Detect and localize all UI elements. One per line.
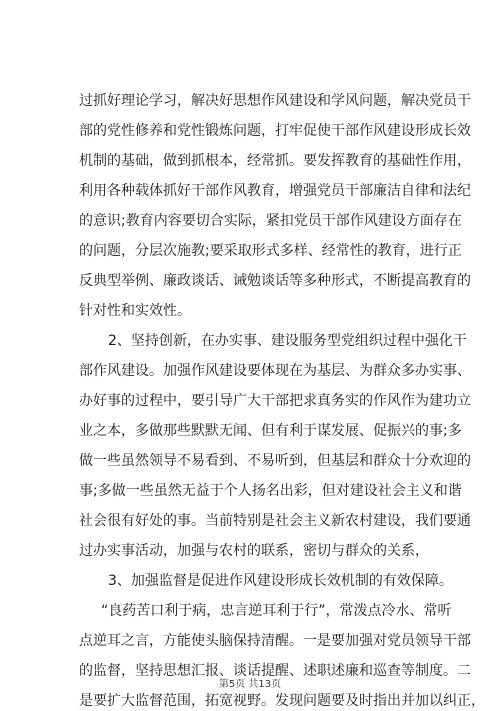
text-line: 针对性和实效性。: [79, 303, 191, 319]
text-line: 过办实事活动，加强与农村的联系，密切与群众的关系，: [79, 543, 429, 559]
text-line: 反典型举例、廉政谈话、诫勉谈话等多种形式，不断提高教育的: [79, 273, 471, 289]
page-number: 第5页 共13页: [218, 679, 282, 690]
text-line: 的监督，坚持思想汇报、谈话提醒、述职述廉和巡查等制度。二: [79, 663, 471, 679]
text-line: 部的党性修养和党性锻炼问题，打牢促使干部作风建设形成长效: [79, 123, 471, 139]
text-line: 机制的基础，做到抓根本，经常抓。要发挥教育的基础性作用，: [79, 153, 471, 169]
text-line: 做一些虽然领导不易看到、不易听到，但基层和群众十分欢迎的: [79, 453, 471, 469]
text-line: 是要扩大监督范围，拓宽视野。发现问题要及时指出并加以纠正，: [79, 693, 485, 709]
text-line: “良药苦口利于病，忠言逆耳利于行”，常泼点冷水、常听: [101, 603, 452, 619]
text-line: 的问题，分层次施教;要采取形式多样、经常性的教育，进行正: [79, 243, 462, 259]
text-line: 事;多做一些虽然无益于个人扬名出彩，但对建设社会主义和谐: [79, 483, 462, 499]
paragraph-heading: 3、加强监督是促进作风建设形成长效机制的有效保障。: [108, 573, 453, 589]
text-line: 的意识;教育内容要切合实际，紧扣党员干部作风建设方面存在: [79, 213, 462, 229]
text-line: 过抓好理论学习，解决好思想作风建设和学风问题，解决党员干: [79, 93, 471, 109]
text-line: 业之本，多做那些默默无闻、但有利于谋发展、促振兴的事;多: [79, 423, 462, 439]
text-line: 利用各种载体抓好干部作风教育，增强党员干部廉洁自律和法纪: [79, 183, 471, 199]
text-line: 社会很有好处的事。当前特别是社会主义新农村建设，我们要通: [79, 513, 471, 529]
text-line: 部作风建设。加强作风建设要体现在为基层、为群众多办实事、: [79, 363, 471, 379]
text-line: 点逆耳之言，方能使头脑保持清醒。一是要加强对党员领导干部: [79, 633, 471, 649]
paragraph-heading: 2、坚持创新，在办实事、建设服务型党组织过程中强化干: [108, 333, 467, 349]
text-line: 办好事的过程中，要引导广大干部把求真务实的作风作为建功立: [79, 393, 471, 409]
